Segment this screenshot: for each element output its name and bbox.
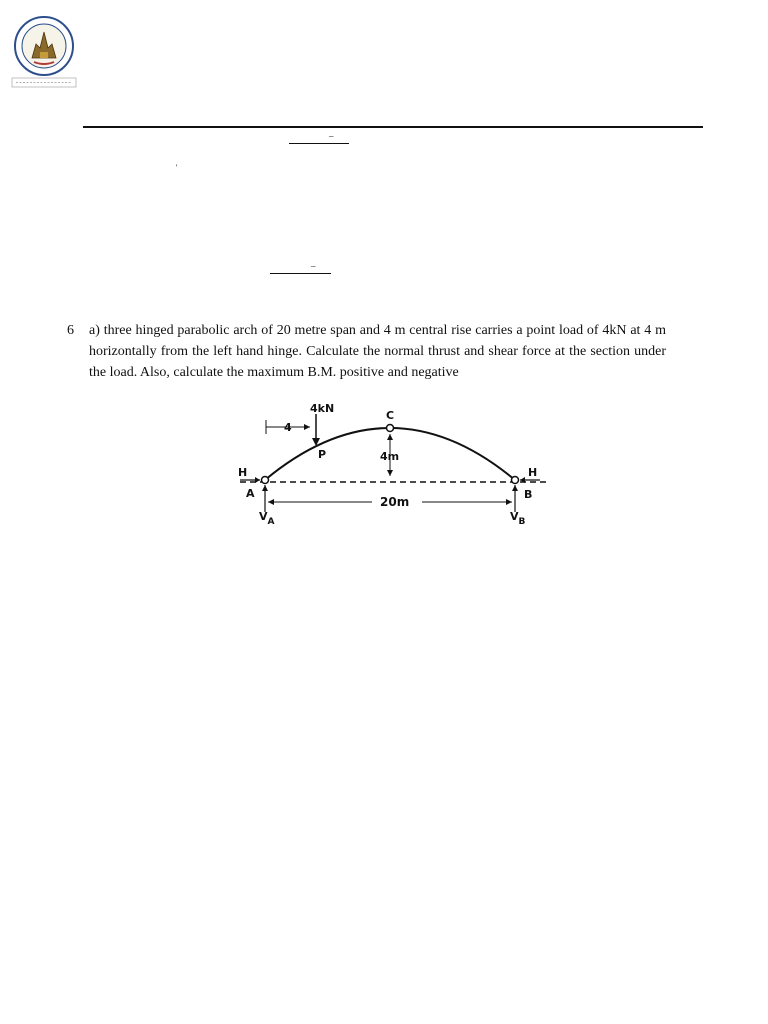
dash-mark: – [329,131,334,141]
underline-mark [270,273,331,274]
header-rule [83,126,703,128]
load-point-label: P [318,448,327,461]
left-thrust-label: H [238,466,248,479]
crown-label: C [386,409,395,422]
tick-mark: ' [176,163,178,172]
offset-label: 4 [284,421,292,434]
dash-mark: – [311,261,316,271]
left-reaction-label: $V_A$ [259,510,275,527]
hinge-c [387,425,394,432]
underline-mark [289,143,349,144]
rise-label: 4m [380,450,400,463]
span-label: 20m [380,495,410,509]
right-reaction-label: $V_B$ [510,510,526,527]
institution-seal-icon [10,14,78,90]
arch-diagram [230,394,550,530]
hinge-a [262,477,269,484]
right-thrust-label: H [528,466,538,479]
question-number: 6 [67,323,74,338]
hinge-b [512,477,519,484]
load-label: 4kN [310,402,335,415]
left-support-label: A [246,487,255,500]
question-text: a) three hinged parabolic arch of 20 metre span and 4 m central rise carries a point load of 4kN at 4 m horizontally from the left hand hinge. Calculate the normal thrust and shear force at the section under the load. Also, calculate the maximum B.M. positive and negative [89,323,666,380]
right-support-label: B [524,488,533,501]
